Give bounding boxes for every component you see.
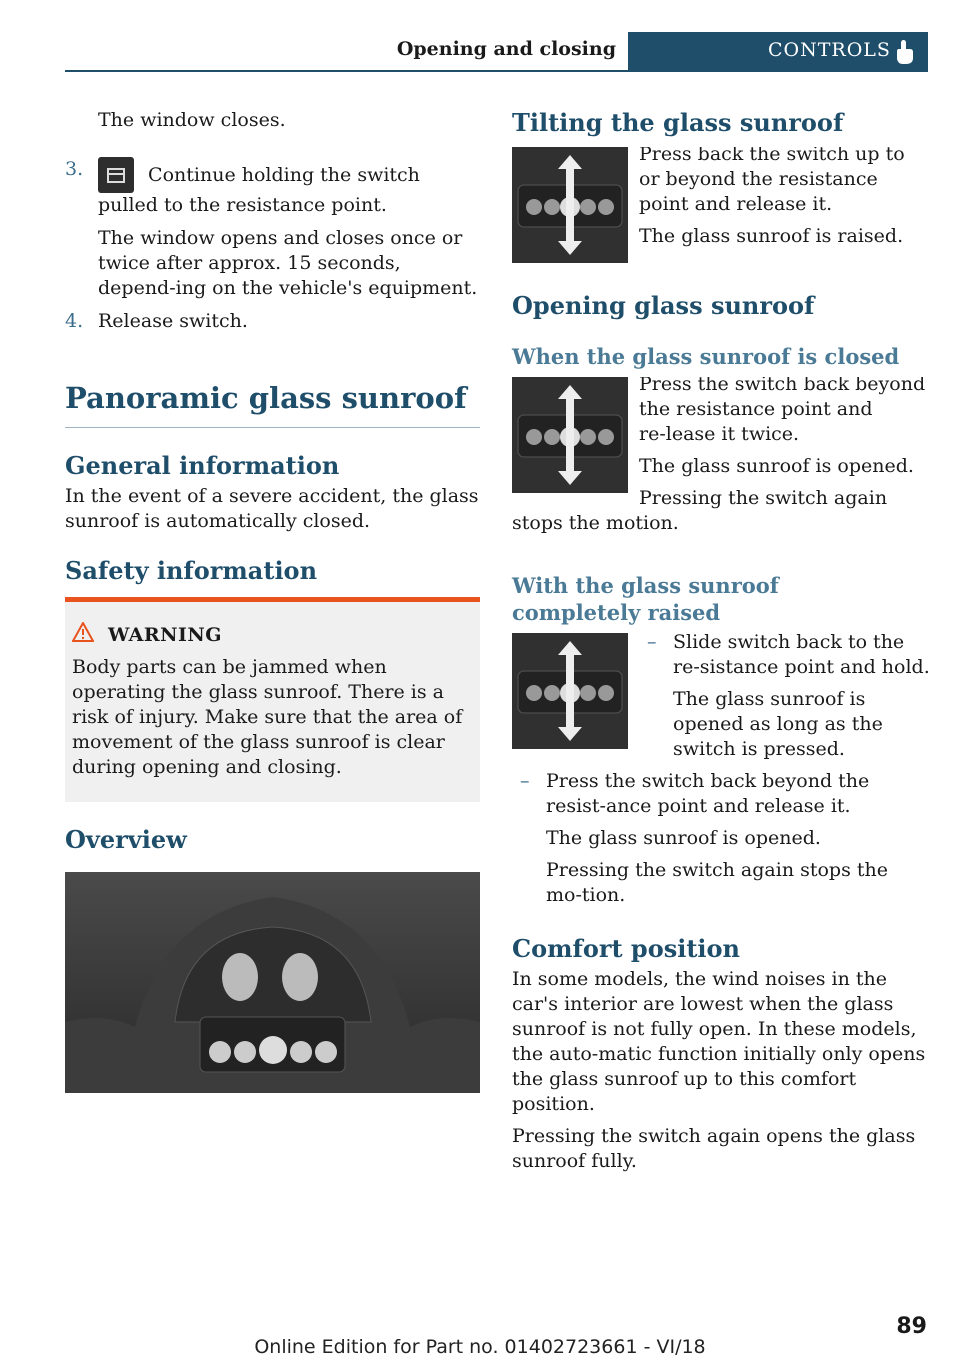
comfort-heading: Comfort position — [512, 934, 740, 963]
general-heading: General information — [65, 451, 340, 480]
overhead-console-photo — [65, 872, 480, 1093]
step-text: Release switch. — [98, 310, 248, 332]
step-number: 3. — [65, 158, 84, 180]
tilting-heading: Tilting the glass sunroof — [512, 108, 844, 137]
opening-heading: Opening glass sunroof — [512, 291, 815, 320]
edition-text: Online Edition for Part no. 01402723661 - VI/18 — [254, 1336, 706, 1358]
sunroof-switch-photo — [512, 633, 628, 749]
step-number: 4. — [65, 310, 84, 332]
dash-marker: – — [520, 770, 530, 792]
closed-text-3: Pressing the switch again stops the motion. — [512, 487, 888, 534]
overview-heading: Overview — [65, 825, 187, 854]
raised-heading: With the glass sunroof completely raised — [512, 573, 779, 625]
heading-rule — [65, 427, 480, 428]
step-3 — [65, 157, 480, 218]
main-heading: Panoramic glass sunroof — [65, 381, 467, 415]
sunroof-switch-photo — [512, 147, 628, 263]
page-footer — [0, 1312, 960, 1362]
closed-text-2: The glass sunroof is opened. — [639, 455, 914, 477]
chapter-tab — [628, 32, 928, 72]
step-text: Continue holding the switch pulled to the resistance point. — [98, 164, 420, 216]
pointing-hand-icon — [892, 38, 916, 70]
raised-item-2 — [512, 769, 930, 819]
raised-item-sub: The glass sunroof is opened. — [546, 827, 821, 849]
raised-item-text: Slide switch back to the re‑sistance point and hold. — [673, 633, 930, 678]
left-column — [65, 100, 480, 1093]
raised-item-1 — [639, 633, 930, 680]
warning-triangle-icon — [72, 622, 94, 647]
sunroof-switch-photo — [512, 377, 628, 493]
general-text: In the event of a severe accident, the glass sunroof is automatically closed. — [65, 485, 479, 532]
tilting-text-2: The glass sunroof is raised. — [639, 225, 904, 247]
raised-item-sub2: Pressing the switch again stops the mo‑tion. — [546, 859, 888, 906]
closed-section — [512, 377, 930, 536]
step-3-result: The window opens and closes once or twice after approx. 15 seconds, depend‑ing on the vehicle's equipment. — [98, 227, 478, 299]
safety-heading: Safety information — [65, 556, 318, 585]
page-number: 89 — [896, 1314, 927, 1339]
section-title: Opening and closing — [396, 38, 616, 60]
tilting-section — [512, 147, 930, 263]
raised-section — [512, 633, 930, 762]
right-column — [512, 100, 930, 1174]
step-4 — [65, 309, 480, 334]
running-header — [65, 32, 628, 72]
raised-item-text: Press the switch back beyond the resist‑ance point and release it. — [546, 770, 870, 817]
warning-box — [65, 597, 480, 802]
comfort-text-2: Pressing the switch again opens the glass sunroof fully. — [512, 1125, 916, 1172]
warning-text: Body parts can be jammed when operating the glass sunroof. There is a risk of injury. Make sure that the area of movement of the glass sunroof is clear during opening and closing. — [72, 656, 463, 778]
closed-text-1: Press the switch back beyond the resistance point and re‑lease it twice. — [639, 377, 926, 445]
comfort-text-1: In some models, the wind noises in the car's interior are lowest when the glass sunroof is not fully open. In these models, the auto‑matic function initially only opens the glass sunroof up to this comfort position. — [512, 968, 926, 1115]
tilting-text-1: Press back the switch up to or beyond the resistance point and release it. — [639, 147, 905, 215]
warning-label: WARNING — [108, 623, 223, 646]
chapter-title: CONTROLS — [768, 39, 891, 61]
window-closes-text: The window closes. — [98, 109, 286, 131]
raised-item-sub: The glass sunroof is opened as long as the switch is pressed. — [673, 688, 883, 760]
warning-title — [72, 622, 472, 647]
closed-heading: When the glass sunroof is closed — [512, 344, 900, 369]
dash-marker: – — [647, 633, 657, 653]
window-switch-icon — [98, 157, 134, 193]
